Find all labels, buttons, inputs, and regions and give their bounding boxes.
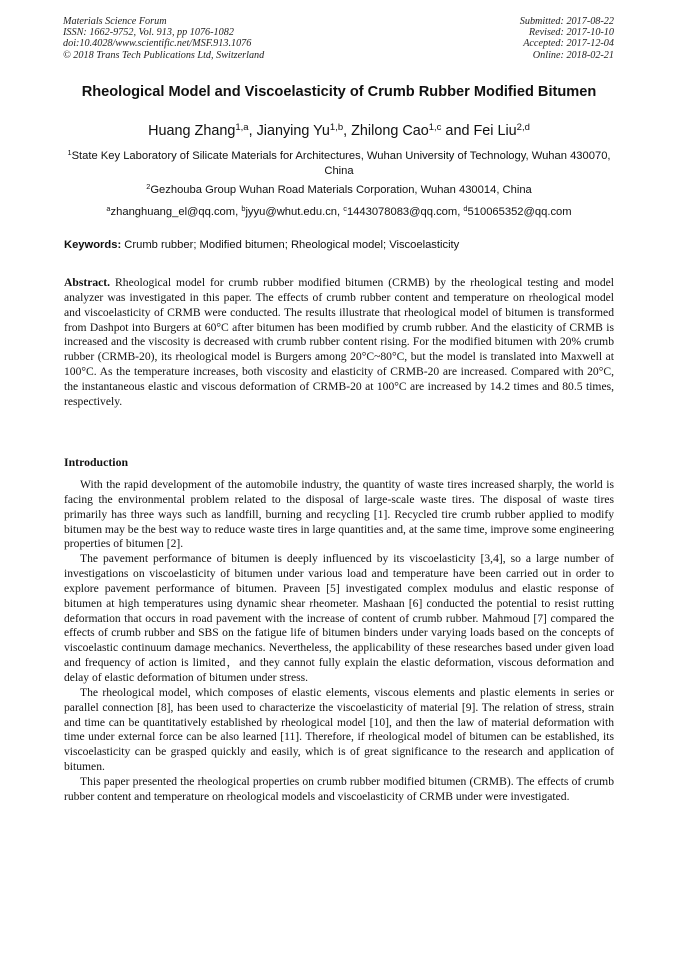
abstract-label: Abstract.: [64, 276, 111, 289]
email-link[interactable]: jyyu@whut.edu.cn: [245, 206, 338, 218]
author-name: Zhilong Cao: [351, 123, 429, 139]
author-affiliation-mark: 2,d: [516, 121, 530, 133]
author-name: Jianying Yu: [256, 123, 330, 139]
email-separator: ,: [235, 206, 242, 218]
online-date: Online: 2018-02-21: [532, 49, 614, 61]
issn-line: ISSN: 1662-9752, Vol. 913, pp 1076-1082: [63, 27, 234, 39]
email-mark: b: [241, 203, 246, 213]
affiliation-mark: 2: [146, 181, 151, 191]
copyright-line: © 2018 Trans Tech Publications Ltd, Switzerland: [63, 49, 265, 61]
keywords: [64, 238, 614, 253]
author: [473, 123, 529, 139]
introduction-body: [64, 478, 614, 805]
author-affiliation-mark: 1,c: [428, 121, 442, 133]
revised-date: Revised: 2017-10-10: [528, 27, 614, 39]
keywords-label: Keywords:: [64, 239, 122, 251]
email-link[interactable]: zhanghuang_el@qq.com: [110, 206, 236, 218]
publication-dates: [520, 16, 614, 61]
affiliation-mark: 1: [67, 147, 72, 157]
email-list: [64, 205, 614, 220]
keywords-text: Crumb rubber; Modified bitumen; Rheological model; Viscoelasticity: [121, 239, 460, 251]
email-link[interactable]: 1443078083@qq.com: [346, 206, 458, 218]
author-affiliation-mark: 1,a: [235, 121, 249, 133]
author: [257, 123, 344, 139]
author-name: Fei Liu: [473, 123, 517, 139]
accepted-date: Accepted: 2017-12-04: [523, 38, 614, 50]
email-link[interactable]: 510065352@qq.com: [467, 206, 572, 218]
paragraph: The rheological model, which composes of elastic elements, viscous elements and plastic elements in series or parallel connection [8], has been used to characterize the viscoelasticity of material [9]. The relation of stress, strain and time can be quantitatively established by rheological model [10], and then the law of material deformation with time under external force can be also learned [11]. Therefore, if rheological model of bitumen can be established, its viscoelasticity can be grasped quickly and easily, which is of great significance to the research and application of bitumen.: [64, 685, 614, 774]
submitted-date: Submitted: 2017-08-22: [519, 16, 614, 27]
doi-link[interactable]: doi:10.4028/www.scientific.net/MSF.913.1076: [63, 38, 252, 50]
journal-info: [63, 16, 264, 61]
author-affiliation-mark: 1,b: [329, 121, 344, 133]
email-mark: d: [463, 203, 468, 213]
author-separator: and: [441, 123, 474, 139]
author-separator: ,: [248, 123, 257, 139]
paragraph: This paper presented the rheological properties on crumb rubber modified bitumen (CRMB). The effects of crumb rubber content and temperature on rheological models and viscoelasticity of CRMB under were investigated.: [64, 774, 614, 803]
author-list: [64, 123, 614, 140]
affiliation: [64, 149, 614, 179]
affiliation-text: State Key Laboratory of Silicate Materials for Architectures, Wuhan University of Technology, Wuhan 430070, China: [71, 150, 611, 177]
affiliation-text: Gezhouba Group Wuhan Road Materials Corporation, Wuhan 430014, China: [150, 184, 532, 196]
section-heading-introduction: Introduction: [64, 455, 129, 469]
email-separator: ,: [337, 206, 344, 218]
email-mark: c: [343, 203, 347, 213]
abstract: [64, 276, 614, 410]
paper-title: Rheological Model and Viscoelasticity of Crumb Rubber Modified Bitumen: [81, 84, 597, 100]
affiliation: [64, 183, 614, 198]
author-name: Huang Zhang: [148, 123, 236, 139]
abstract-text: Rheological model for crumb rubber modified bitumen (CRMB) by the rheological testing and model analyzer was investigated in this paper. The effects of crumb rubber content and temperature on rheological model and viscoelasticity of CRMB were conducted. The results illustrate that rheological model of bitumen is transformed from Dashpot into Burgers at 60°C after bitumen has been modified by crumb rubber. And the elasticity of CRMB is increased and the viscosity is decreased with crumb rubber content rising. For the modified bitumen with 20% crumb rubber (CRMB-20), its rheological model is Burgers among 20°C~80°C, but the model is translated into Maxwell at 100°C. As the temperature increases, both viscosity and elasticity of CRMB-20 are increased. Compared with 20°C, the instantaneous elastic and viscous deformation of CRMB-20 at 100°C are increased by 14.2 times and 80.5 times, respectively.: [64, 276, 614, 408]
paragraph: The pavement performance of bitumen is deeply influenced by its viscoelasticity [3,4], so a large number of investigations on viscoelasticity of bitumen under various load and temperature have been carried out in order to explore pavement performance of bitumen. Praveen [5] investigated complex modulus and elastic response of bitumen at high temperatures using dynamic shear rheometer. Mashaan [6] conducted the potential to resist rutting deformation that occurs in road pavement with the increase of content of crumb rubber. Mahmoud [7] compared the effects of crumb rubber and SBS on the fatigue life of bitumen binders under varying loads based on the concepts of viscoelastic continuum damage mechanics. Nevertheless, the applicability of these researches based under given load and frequency of action is limited，and they cannot fully explain the elastic deformation, viscous deformation and delay of elastic deformation of bitumen under stress.: [64, 552, 614, 684]
author: [148, 123, 248, 139]
email-separator: ,: [457, 206, 464, 218]
email-mark: a: [106, 203, 111, 213]
paragraph: With the rapid development of the automobile industry, the quantity of waste tires increased sharply, the world is facing the environmental problem related to the disposal of large-scale waste tires. The disposal of waste tires primarily has three ways such as landfill, burning and recycling [1]. Recycled tire crumb rubber applied to modify bitumen may be the best way to reduce waste tires in large quantities and, at the same time, improve some engineering properties of bitumen [2].: [64, 478, 614, 551]
author: [351, 123, 441, 139]
author-separator: ,: [343, 123, 352, 139]
journal-name: Materials Science Forum: [63, 16, 167, 27]
